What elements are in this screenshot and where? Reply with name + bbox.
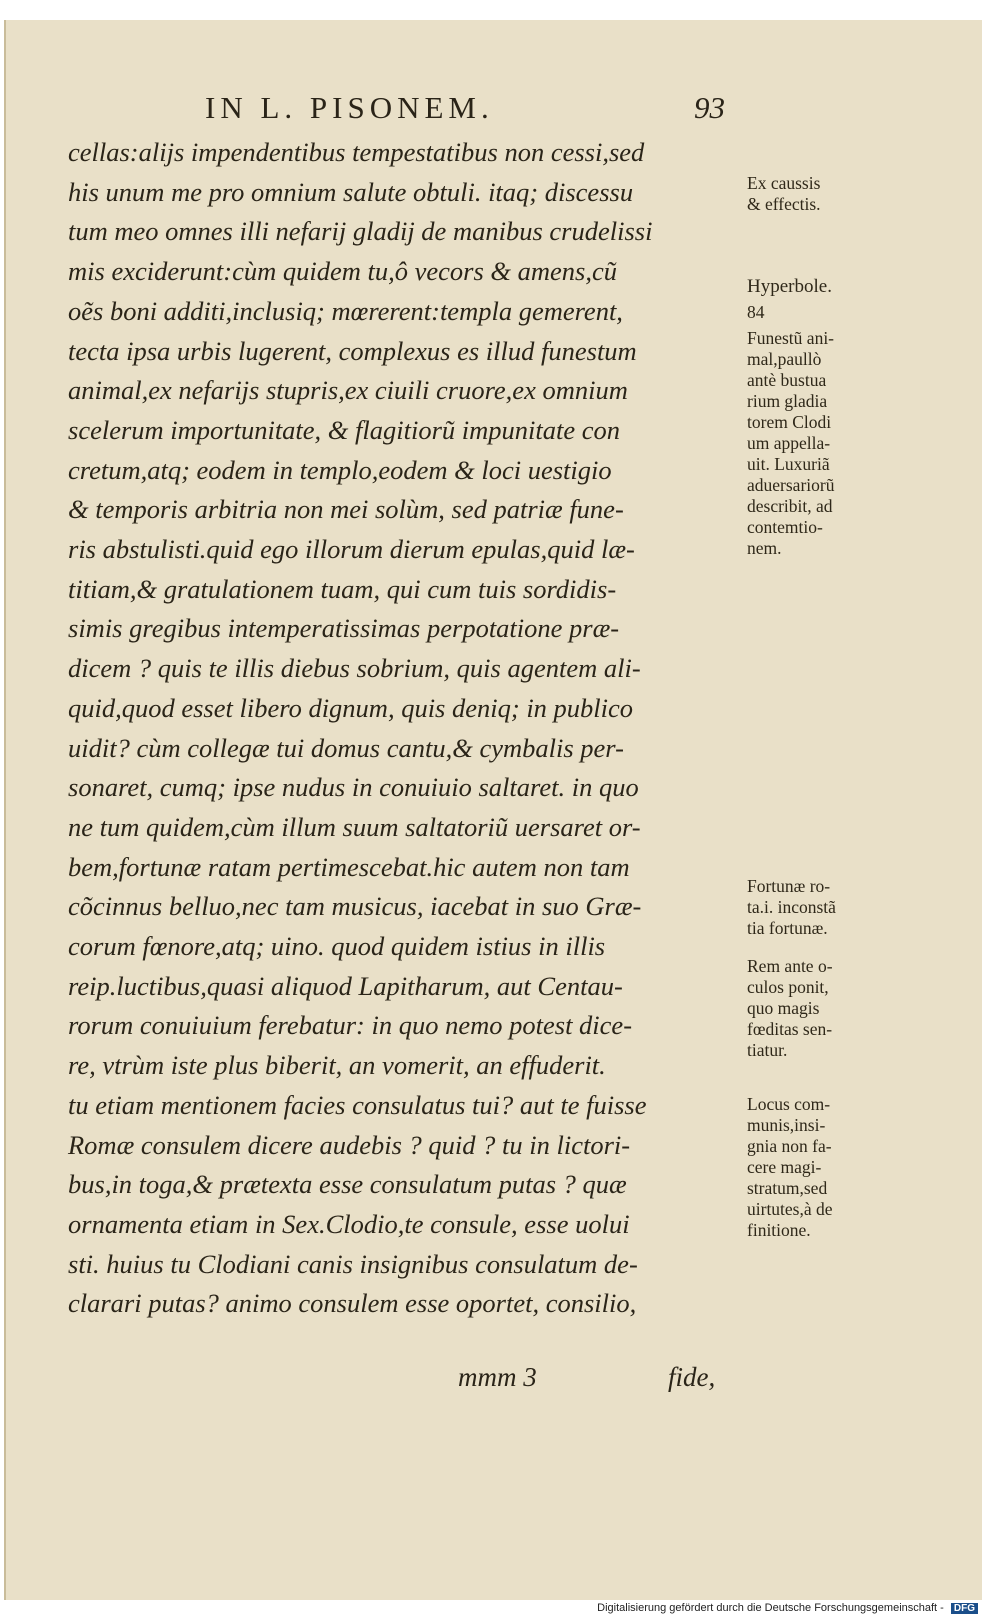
margin-note-line: Rem ante o- [747, 956, 833, 976]
margin-note-line: uit. Luxuriã [747, 454, 830, 474]
text-line: cellas:alijs impendentibus tempestatibus non cessi,sed [68, 137, 645, 167]
text-line: corum fœnore,atq; uino. quod quidem istius in illis [68, 931, 606, 962]
margin-note [747, 328, 887, 559]
text-line: cretum,atq; eodem in templo,eodem & loci uestigio [68, 454, 612, 485]
credit-text: Digitalisierung gefördert durch die Deutsche Forschungsgemeinschaft - [597, 1602, 944, 1614]
margin-note-line: aduersariorũ [747, 475, 835, 495]
margin-note-line: finitione. [747, 1220, 811, 1240]
text-line: quid,quod esset libero dignum, quis deniq; in publico [68, 692, 634, 723]
text-line: scelerum importunitate, & flagitiorũ impunitate con [68, 414, 621, 445]
text-line: tu etiam mentionem facies consulatus tui? aut te fuisse [68, 1089, 647, 1120]
text-line: ornamenta etiam in Sex.Clodio,te consule, esse uolui [68, 1208, 630, 1239]
margin-note-line: Locus com- [747, 1094, 831, 1114]
text-line: ne tum quidem,cùm illum suum saltatoriũ uersaret or- [68, 811, 641, 842]
margin-note-line: contemtio- [747, 517, 823, 537]
text-line: his unum me pro omnium salute obtuli. itaq; discessu [68, 176, 634, 207]
digitization-credit [597, 1602, 978, 1614]
catchword: fide, [668, 1362, 716, 1392]
margin-note [747, 302, 887, 323]
margin-note-line: fœditas sen- [747, 1019, 833, 1039]
text-line: bus,in toga,& prætexta esse consulatum putas ? quæ [68, 1169, 627, 1200]
margin-note-line: tia fortunæ. [747, 918, 828, 938]
text-line: simis gregibus intemperatissimas perpotatione præ- [68, 613, 620, 644]
text-line: mis exciderunt:cùm quidem tu,ô vecors & amens,cũ [68, 256, 617, 287]
text-line: ris abstulisti.quid ego illorum dierum epulas,quid læ- [68, 534, 635, 565]
text-line: rorum conuiuium ferebatur: in quo nemo potest dice- [68, 1010, 633, 1041]
text-line: tum meo omnes illi nefarij gladij de manibus crudelissi [68, 216, 653, 247]
text-line: cõcinnus belluo,nec tam musicus, iacebat in suo Græ- [68, 891, 642, 922]
margin-note-line: nem. [747, 538, 782, 558]
page-number: 93 [694, 90, 725, 125]
margin-note-line: Fortunæ ro- [747, 876, 831, 896]
margin-note [747, 956, 887, 1061]
text-line: dicem ? quis te illis diebus sobrium, quis agentem ali- [68, 653, 641, 684]
text-line: sonaret, cumq; ipse nudus in conuiuio saltaret. in quo [68, 772, 639, 803]
text-line: bem,fortunæ ratam pertimescebat.hic autem non tam [68, 851, 630, 882]
margin-note-line: um appella- [747, 433, 831, 453]
text-line: re, vtrùm iste plus biberit, an vomerit, an effuderit. [68, 1050, 606, 1081]
body-text [68, 133, 744, 1324]
dfg-logo: DFG [951, 1603, 978, 1614]
margin-note [747, 1094, 887, 1241]
text-line: titiam,& gratulationem tuam, qui cum tuis sordidis- [68, 573, 617, 604]
margin-note [747, 876, 887, 939]
margin-note-line: Ex caussis [747, 173, 821, 193]
text-line: tecta ipsa urbis lugerent, complexus es illud funestum [68, 335, 637, 366]
margin-note-line: cere magi- [747, 1157, 822, 1177]
margin-note-line: rium gladia [747, 391, 828, 411]
margin-note-line: tiatur. [747, 1040, 788, 1060]
signature-mark: mmm 3 [458, 1362, 537, 1392]
margin-note-line: antè bustua [747, 370, 827, 390]
margin-note-line: describit, ad [747, 496, 833, 516]
text-line: Romæ consulem dicere audebis ? quid ? tu in lictori- [68, 1129, 631, 1160]
text-line: & temporis arbitria non mei solùm, sed patriæ fune- [68, 494, 624, 525]
running-header [205, 90, 725, 126]
margin-note-line: stratum,sed [747, 1178, 828, 1198]
margin-note-line: Funestũ ani- [747, 328, 835, 348]
margin-note-line: munis,insi- [747, 1115, 826, 1135]
margin-note-line: culos ponit, [747, 977, 829, 997]
catchline [458, 1362, 716, 1393]
margin-note [747, 276, 887, 297]
text-line: oẽs boni additi,inclusiq; mœrerent:templa gemerent, [68, 295, 623, 326]
margin-note [747, 173, 887, 215]
text-line: sti. huius tu Clodiani canis insignibus consulatum de- [68, 1248, 638, 1279]
margin-note-line: Hyperbole. [747, 276, 832, 297]
text-line: reip.luctibus,quasi aliquod Lapitharum, aut Centau- [68, 970, 623, 1001]
margin-note-line: ta.i. inconstã [747, 897, 836, 917]
text-line: clarari putas? animo consulem esse oportet, consilio, [68, 1288, 637, 1319]
running-title: IN L. PISONEM. [205, 90, 494, 125]
text-line: uidit? cùm collegæ tui domus cantu,& cymbalis per- [68, 732, 624, 763]
margin-note-line: & effectis. [747, 194, 821, 214]
margin-note-line: 84 [747, 302, 765, 322]
margin-note-line: torem Clodi [747, 412, 832, 432]
margin-note-line: uirtutes,à de [747, 1199, 833, 1219]
margin-note-line: mal,paullò [747, 349, 822, 369]
margin-note-line: quo magis [747, 998, 820, 1018]
margin-note-line: gnia non fa- [747, 1136, 832, 1156]
text-line: animal,ex nefarijs stupris,ex ciuili cruore,ex omnium [68, 375, 628, 406]
